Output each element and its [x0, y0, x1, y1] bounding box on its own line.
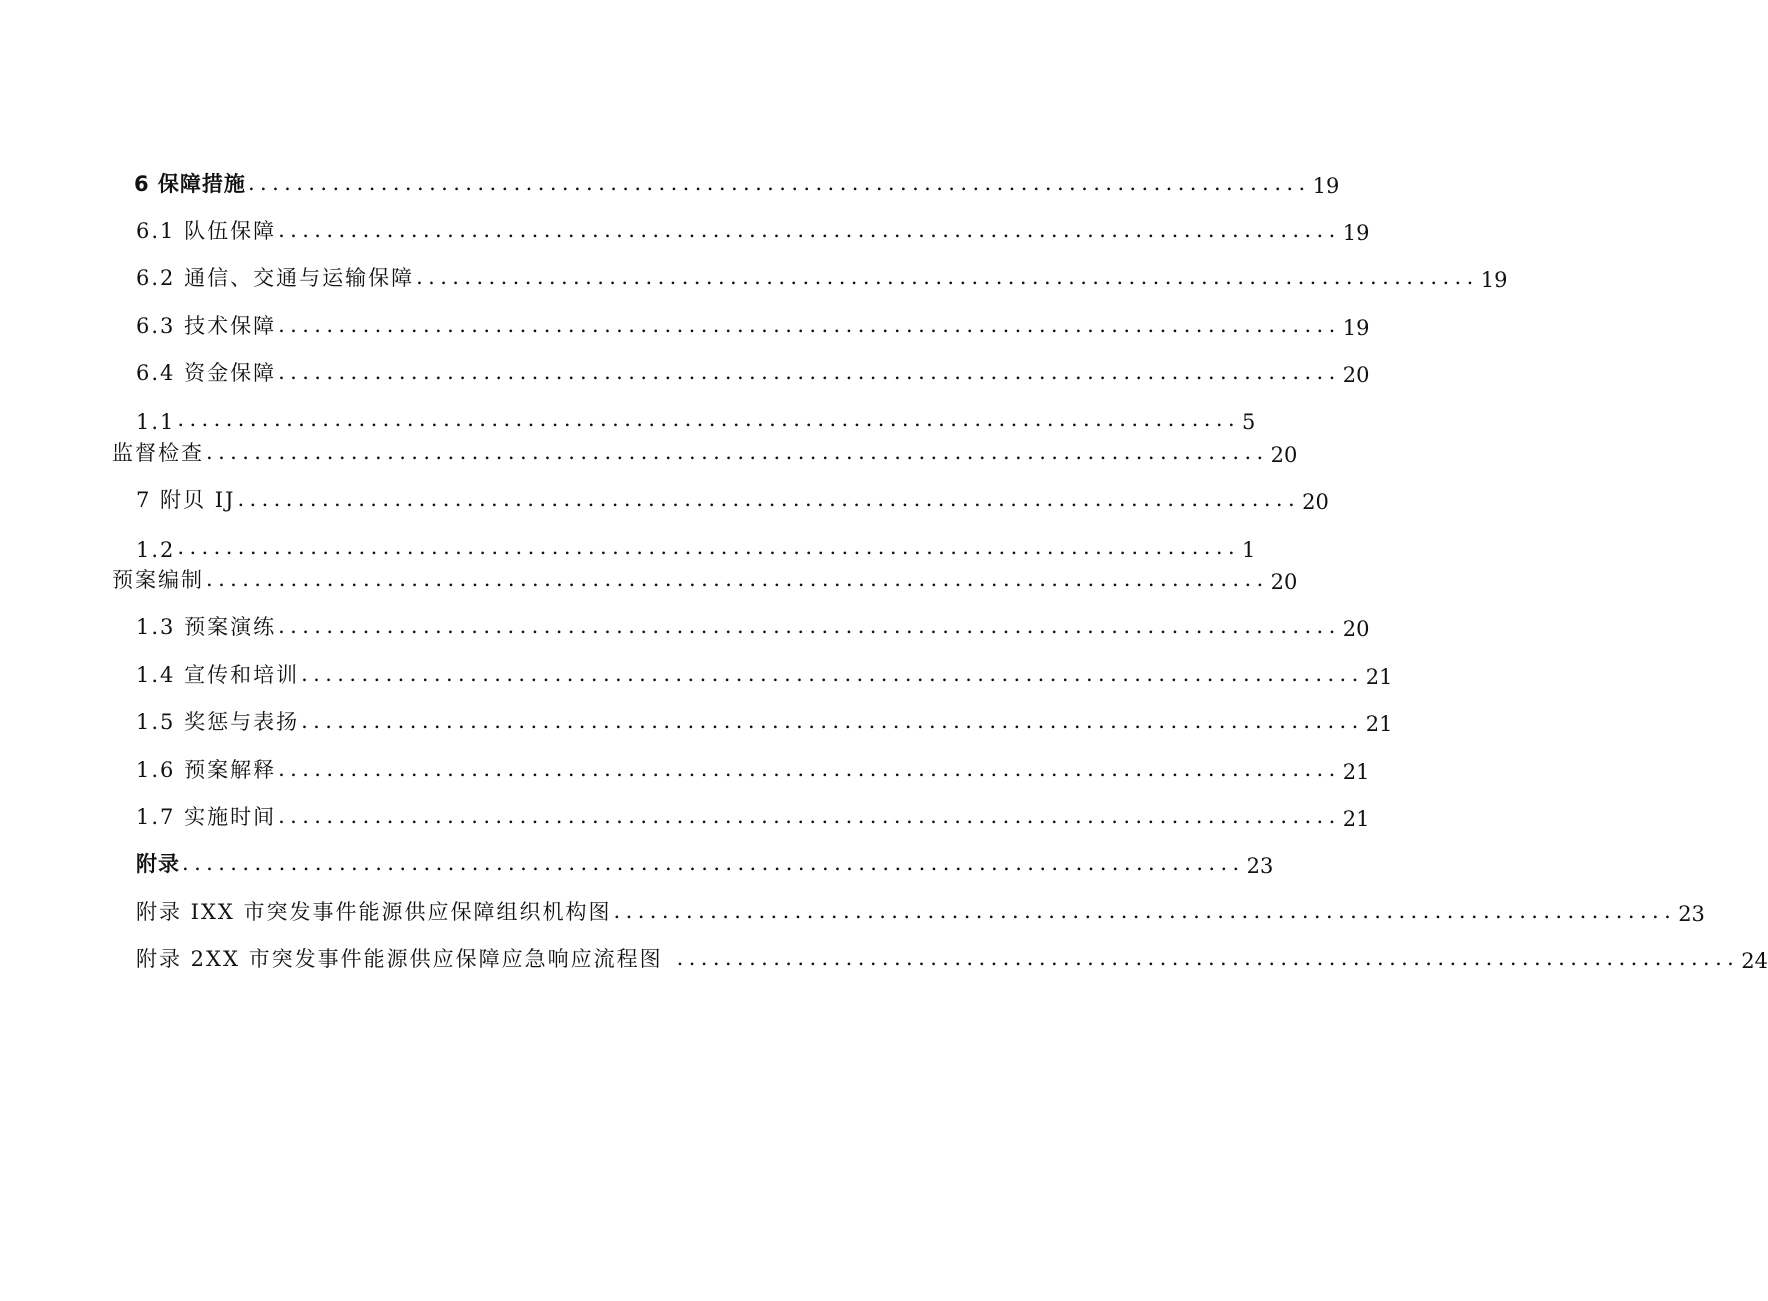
dot-leader: ........................................................................................	[177, 535, 1241, 559]
toc-entry-label: 1.7 实施时间	[136, 805, 277, 829]
toc-entry-label: 6 保障措施	[134, 172, 246, 196]
toc-entry-page: 20	[1270, 443, 1298, 467]
toc-entry-page: 20	[1302, 490, 1329, 514]
dot-leader: ........................................................................................	[416, 265, 1479, 289]
toc-entry[interactable]	[136, 484, 1329, 514]
dot-leader: ........................................................................................	[301, 662, 1364, 686]
toc-entry-label: 1.2	[136, 538, 176, 562]
toc-entry[interactable]	[136, 706, 1393, 736]
toc-entry[interactable]	[112, 437, 1298, 467]
toc-entry-label: 预案编制	[112, 568, 204, 592]
toc-entry-label: 1.3 预案演练	[136, 615, 277, 639]
dot-leader: ........................................................................................	[676, 946, 1740, 970]
toc-entry[interactable]	[136, 754, 1370, 784]
toc-entry-label: 7 附贝 IJ	[136, 488, 236, 512]
toc-entry-page: 21	[1342, 760, 1370, 784]
dot-leader: ........................................................................................	[206, 567, 1269, 591]
toc-entry-label: 1.5 奖惩与表扬	[136, 710, 300, 734]
toc-entry-page: 20	[1342, 363, 1370, 387]
toc-entry[interactable]	[136, 943, 1768, 973]
dot-leader: ........................................................................................	[237, 487, 1301, 511]
dot-leader: ........................................................................................	[182, 851, 1245, 875]
toc-entry-page: 1	[1242, 538, 1256, 562]
toc-entry[interactable]	[136, 659, 1393, 689]
dot-leader: ........................................................................................	[247, 171, 1311, 195]
toc-entry-label: 1.1	[136, 410, 176, 434]
toc-entry[interactable]	[136, 896, 1705, 926]
toc-entry-label: 1.4 宣传和培训	[136, 663, 300, 687]
toc-entry-page: 21	[1342, 807, 1370, 831]
toc-entry-label: 6.2 通信、交通与运输保障	[136, 266, 415, 290]
toc-entry-label: 监督检查	[112, 441, 204, 465]
toc-entry-label: 1.6 预案解释	[136, 758, 277, 782]
dot-leader: ........................................................................................	[278, 757, 1341, 781]
dot-leader: ........................................................................................	[177, 407, 1241, 431]
dot-leader: ........................................................................................	[278, 614, 1341, 638]
toc-entry[interactable]	[136, 357, 1370, 387]
toc-entry-page: 20	[1342, 617, 1370, 641]
toc-entry-label: 6.1 队伍保障	[136, 219, 277, 243]
toc-entry[interactable]	[136, 215, 1370, 245]
toc-entry-page: 20	[1270, 570, 1298, 594]
toc-entry-label: 附录 2XX 市突发事件能源供应保障应急响应流程图	[136, 947, 663, 971]
toc-entry-page: 19	[1342, 316, 1370, 340]
dot-leader: ........................................................................................	[613, 899, 1677, 923]
toc-entry-page: 19	[1312, 174, 1340, 198]
toc-entry-page: 19	[1342, 221, 1370, 245]
dot-leader: ........................................................................................	[301, 709, 1364, 733]
dot-leader: ........................................................................................	[278, 218, 1341, 242]
dot-leader: ........................................................................................	[278, 360, 1341, 384]
toc-entry[interactable]	[136, 848, 1274, 878]
toc-entry[interactable]	[136, 404, 1256, 434]
toc-entry-label: 附录	[136, 852, 180, 876]
toc-entry[interactable]	[136, 262, 1508, 292]
toc-entry-label: 6.3 技术保障	[136, 314, 277, 338]
toc-entry[interactable]	[136, 532, 1256, 562]
toc-entry[interactable]	[112, 564, 1298, 594]
dot-leader: ........................................................................................	[206, 440, 1269, 464]
toc-entry[interactable]	[136, 310, 1370, 340]
toc-entry-page: 21	[1365, 712, 1393, 736]
toc-entry-page: 24	[1741, 949, 1768, 973]
toc-entry-label: 附录 IXX 市突发事件能源供应保障组织机构图	[136, 900, 612, 924]
toc-entry[interactable]	[136, 611, 1370, 641]
toc-entry-page: 23	[1678, 902, 1705, 926]
toc-entry[interactable]	[134, 168, 1340, 198]
dot-leader: ........................................................................................	[278, 804, 1341, 828]
toc-entry-page: 19	[1480, 268, 1508, 292]
toc-entry[interactable]	[136, 801, 1370, 831]
toc-entry-page: 23	[1246, 854, 1274, 878]
dot-leader: ........................................................................................	[278, 313, 1341, 337]
toc-entry-page: 5	[1242, 410, 1256, 434]
toc-entry-label: 6.4 资金保障	[136, 361, 277, 385]
toc-entry-page: 21	[1365, 665, 1393, 689]
